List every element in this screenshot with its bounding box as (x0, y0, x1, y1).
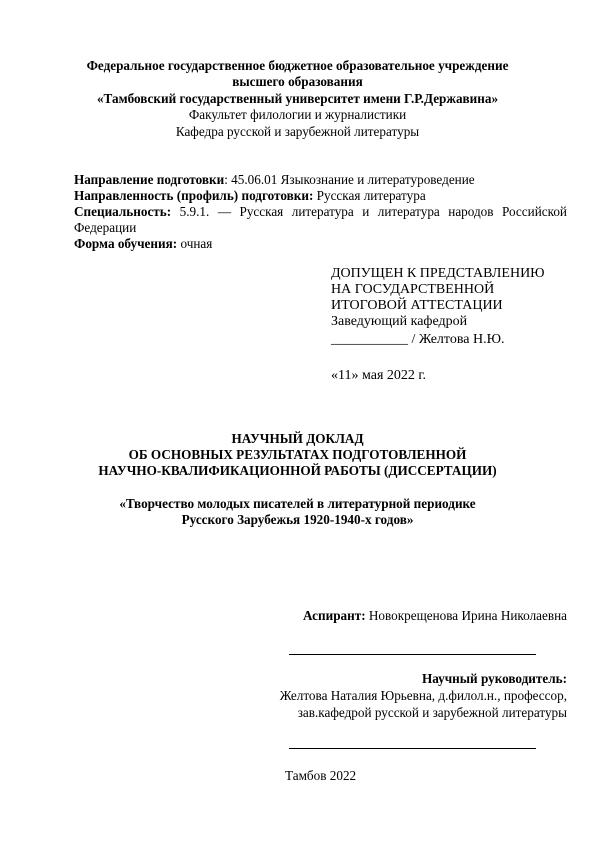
topic-line-1: «Творчество молодых писателей в литературной периодике (119, 496, 476, 511)
report-title-line-2: ОБ ОСНОВНЫХ РЕЗУЛЬТАТАХ ПОДГОТОВЛЕННОЙ (128, 447, 467, 462)
supervisor-line-1: Желтова Наталия Юрьевна, д.филол.н., профессор, (279, 688, 567, 703)
supervisor-label: Научный руководитель: (421, 671, 567, 686)
specialty-label: Специальность: (74, 204, 172, 219)
university-name: «Тамбовский государственный университет имени Г.Р.Державина» (96, 91, 499, 106)
supervisor-signature-line (289, 748, 536, 749)
city-year: Тамбов 2022 (285, 768, 357, 783)
faculty-name: Факультет филологии и журналистики (188, 107, 407, 122)
approval-line-3: ИТОГОВОЙ АТТЕСТАЦИИ (331, 298, 503, 313)
direction-row (74, 172, 567, 188)
study-form-label: Форма обучения: (74, 236, 178, 251)
approval-head-title: Заведующий кафедрой (331, 314, 468, 329)
specialty-row (74, 204, 567, 220)
profile-row (74, 188, 567, 204)
aspirant-label: Аспирант: (302, 608, 366, 623)
topic-line-2: Русского Зарубежья 1920-1940-х годов» (181, 512, 414, 527)
department-name: Кафедра русской и зарубежной литературы (175, 124, 420, 139)
specialty-value: 5.9.1. — Русская литература и литература народов Российской (171, 204, 567, 219)
aspirant-signature-line (289, 654, 536, 655)
specialty-continuation: Федерации (74, 220, 137, 235)
study-form-row (74, 236, 567, 252)
aspirant-name: Новокрещенова Ирина Николаевна (365, 608, 567, 623)
study-form-value: очная (177, 236, 213, 251)
direction-label: Направление подготовки (74, 172, 225, 187)
supervisor-line-2: зав.кафедрой русской и зарубежной литературы (297, 705, 567, 720)
profile-value: Русская литература (313, 188, 426, 203)
report-title-line-1: НАУЧНЫЙ ДОКЛАД (231, 431, 364, 446)
org-line-1: Федеральное государственное бюджетное образовательное учреждение (86, 58, 509, 73)
profile-label: Направленность (профиль) подготовки: (74, 188, 314, 203)
approval-line-2: НА ГОСУДАРСТВЕННОЙ (331, 282, 495, 297)
approval-signature: ___________ / Желтова Н.Ю. (331, 332, 505, 347)
org-line-2: высшего образования (232, 74, 363, 89)
approval-date: «11» мая 2022 г. (331, 368, 427, 383)
aspirant-row (303, 608, 567, 624)
approval-line-1: ДОПУЩЕН К ПРЕДСТАВЛЕНИЮ (331, 266, 545, 281)
direction-value: : 45.06.01 Языкознание и литературоведение (224, 172, 475, 187)
report-title-line-3: НАУЧНО-КВАЛИФИКАЦИОННОЙ РАБОТЫ (ДИССЕРТАЦИИ) (98, 463, 497, 478)
